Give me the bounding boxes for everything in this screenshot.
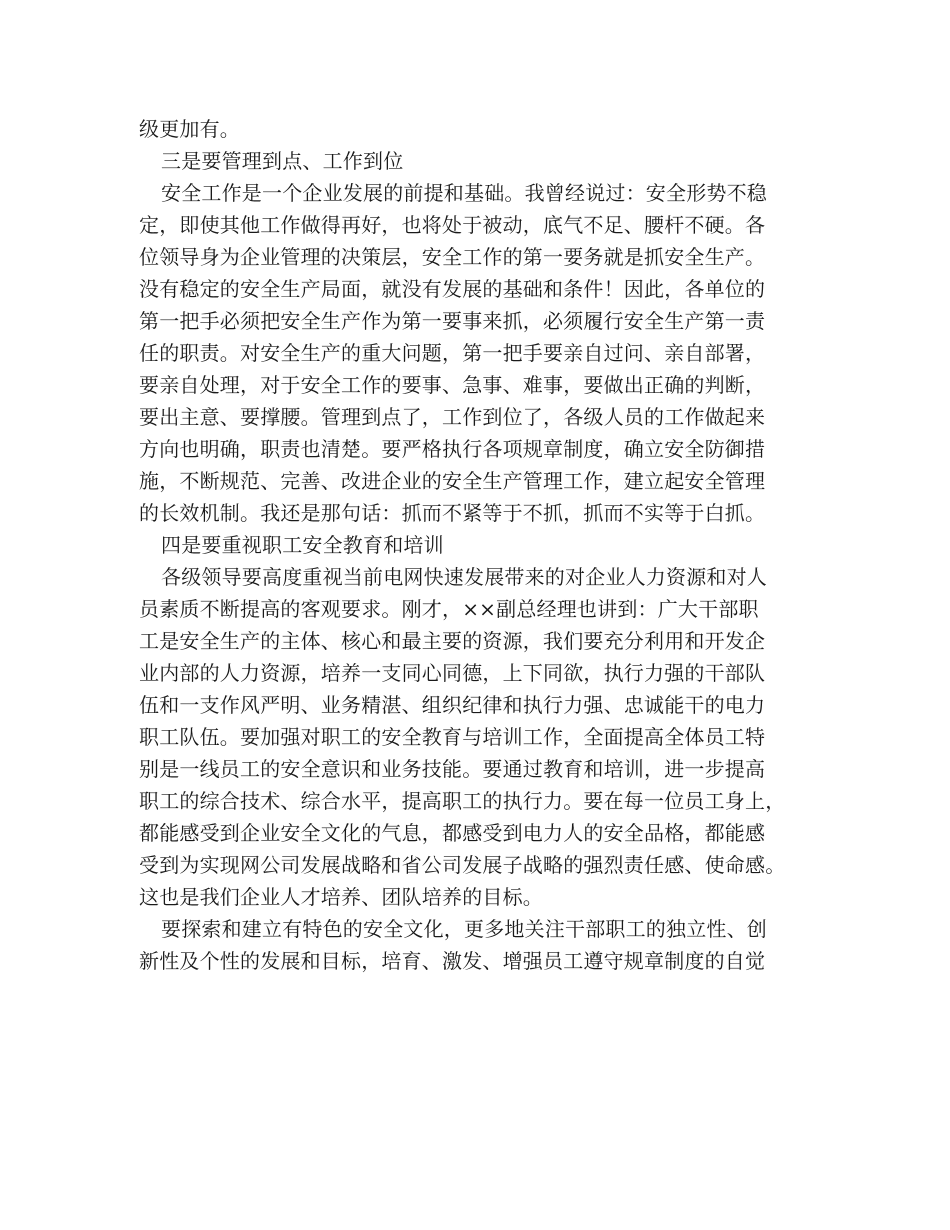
text-line: 职工的综合技术、综合水平，提高职工的执行力。要在每一位员工身上， (139, 789, 786, 813)
text-line: 位领导身为企业管理的决策层，安全工作的第一要务就是抓安全生产。 (139, 245, 766, 269)
paragraph-first-line: 各级领导要高度重视当前电网快速发展带来的对企业人力资源和对人 (161, 565, 767, 589)
text-line: 别是一线员工的安全意识和业务技能。要通过教育和培训，进一步提高 (139, 757, 766, 781)
paragraph-first-line: 四是要重视职工安全教育和培训 (161, 533, 444, 557)
text-line: 工是安全生产的主体、核心和最主要的资源，我们要充分利用和开发企 (139, 629, 766, 653)
text-line: 没有稳定的安全生产局面，就没有发展的基础和条件！因此，各单位的 (139, 277, 766, 301)
text-line: 方向也明确，职责也清楚。要严格执行各项规章制度，确立安全防御措 (139, 437, 766, 461)
text-line: 要亲自处理，对于安全工作的要事、急事、难事，要做出正确的判断， (139, 373, 766, 397)
text-line: 新性及个性的发展和目标，培育、激发、增强员工遵守规章制度的自觉 (139, 949, 766, 973)
text-line: 定，即使其他工作做得再好，也将处于被动，底气不足、腰杆不硬。各 (139, 213, 766, 237)
text-line: 业内部的人力资源，培养一支同心同德，上下同欲，执行力强的干部队 (139, 661, 766, 685)
text-line: 任的职责。对安全生产的重大问题，第一把手要亲自过问、亲自部署， (139, 341, 766, 365)
text-line: 的长效机制。我还是那句话：抓而不紧等于不抓，抓而不实等于白抓。 (139, 501, 766, 525)
document-body (139, 113, 829, 977)
paragraph-first-line: 三是要管理到点、工作到位 (161, 149, 404, 173)
text-line: 都能感受到企业安全文化的气息，都感受到电力人的安全品格，都能感 (139, 821, 766, 845)
text-line: 受到为实现网公司发展战略和省公司发展子战略的强烈责任感、使命感。 (139, 853, 786, 877)
text-line: 这也是我们企业人才培养、团队培养的目标。 (139, 885, 543, 909)
text-line: 第一把手必须把安全生产作为第一要事来抓，必须履行安全生产第一责 (139, 309, 766, 333)
text-line: 职工队伍。要加强对职工的安全教育与培训工作，全面提高全体员工特 (139, 725, 766, 749)
text-line: 施，不断规范、完善、改进企业的安全生产管理工作，建立起安全管理 (139, 469, 766, 493)
text-line: 伍和一支作风严明、业务精湛、组织纪律和执行力强、忠诚能干的电力 (139, 693, 766, 717)
text-line: 员素质不断提高的客观要求。刚才，××副总经理也讲到：广大干部职 (139, 597, 759, 621)
text-line: 级更加有。 (139, 117, 240, 141)
paragraph-first-line: 要探索和建立有特色的安全文化，更多地关注干部职工的独立性、创 (161, 917, 767, 941)
text-line: 要出主意、要撑腰。管理到点了，工作到位了，各级人员的工作做起来 (139, 405, 766, 429)
paragraph-first-line: 安全工作是一个企业发展的前提和基础。我曾经说过：安全形势不稳 (161, 181, 767, 205)
